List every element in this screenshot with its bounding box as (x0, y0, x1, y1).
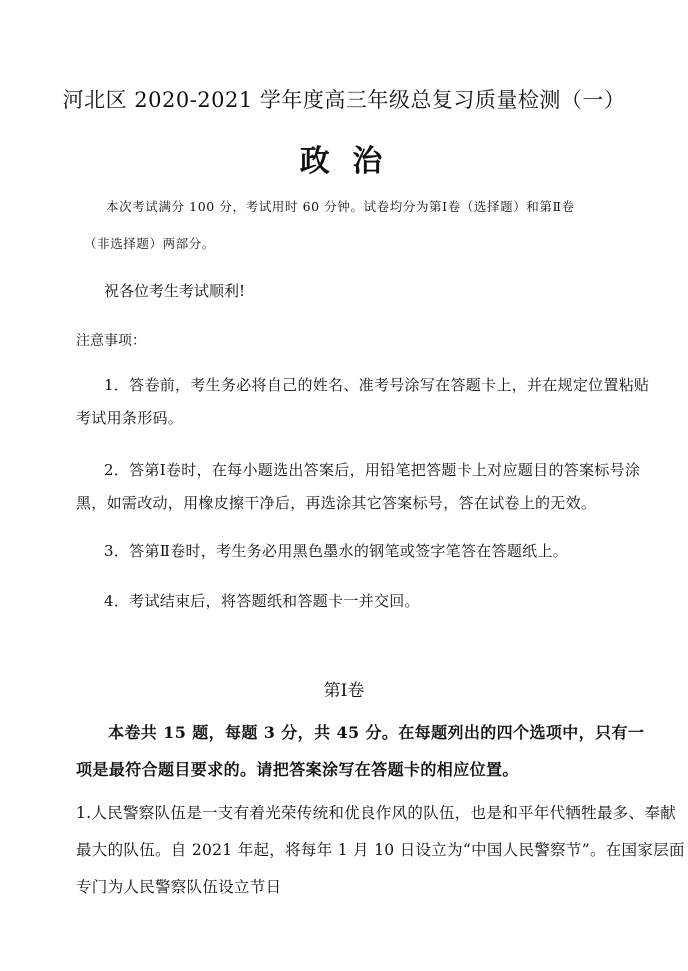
good-luck-text: 祝各位考生考试顺利! (104, 282, 246, 300)
subject-heading: 政 治 (299, 144, 389, 179)
intro-line-1: 本次考试满分 100 分，考试用时 60 分钟。试卷均分为第Ⅰ卷（选择题）和第Ⅱ卷 (106, 199, 575, 214)
notice-item-1-line-2: 考试用条形码。 (76, 409, 184, 427)
section-heading: 第Ⅰ卷 (323, 681, 365, 701)
section-description-line-1: 本卷共 15 题，每题 3 分，共 45 分。在每题列出的四个选项中，只有一 (108, 723, 645, 742)
question-1-line-3: 专门为人民警察队伍设立节日 (76, 878, 282, 896)
question-1-line-1: 1.人民警察队伍是一支有着光荣传统和优良作风的队伍，也是和平年代牺牲最多、奉献 (76, 804, 676, 822)
notice-item-4: 4．考试结束后，将答题纸和答题卡一并交回。 (104, 592, 420, 610)
notice-item-2-line-2: 黑，如需改动，用橡皮擦干净后，再选涂其它答案标号，答在试卷上的无效。 (76, 494, 597, 512)
section-description-line-2: 项是最符合题目要求的。请把答案涂写在答题卡的相应位置。 (76, 760, 519, 779)
exam-title: 河北区 2020-2021 学年度高三年级总复习质量检测（一） (62, 88, 626, 112)
notice-item-3: 3．答第Ⅱ卷时，考生务必用黑色墨水的钢笔或签字笔答在答题纸上。 (104, 542, 569, 560)
notice-item-1-line-1: 1．答卷前，考生务必将自己的姓名、准考号涂写在答题卡上，并在规定位置粘贴 (104, 376, 650, 394)
intro-line-2: （非选择题）两部分。 (84, 236, 216, 251)
question-1-line-2: 最大的队伍。自 2021 年起，将每年 1 月 10 日设立为“中国人民警察节”。在国家层面 (76, 841, 685, 859)
notice-item-2-line-1: 2．答第Ⅰ卷时，在每小题选出答案后，用铅笔把答题卡上对应题目的答案标号涂 (104, 461, 641, 479)
notice-label: 注意事项： (76, 333, 146, 349)
